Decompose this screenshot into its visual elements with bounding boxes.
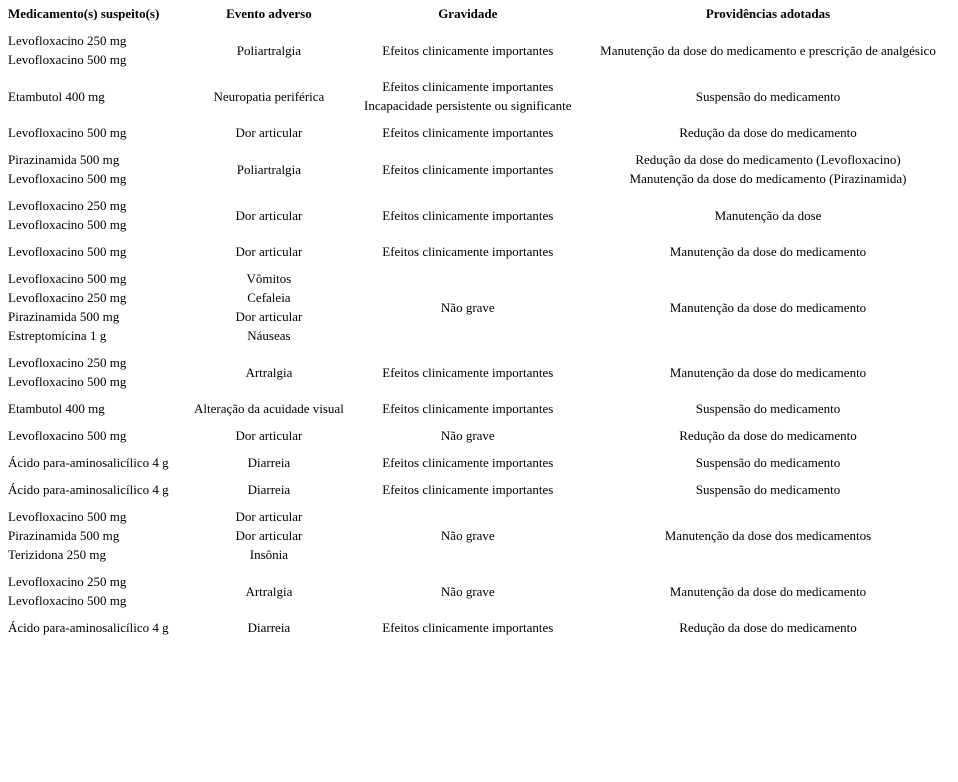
- table-row: [7, 239, 952, 264]
- table-row: [7, 396, 952, 421]
- header-actions-taken: Providências adotadas: [705, 6, 831, 21]
- severity-cell: [354, 74, 582, 118]
- actions-taken-cell: [584, 193, 952, 237]
- severity-line: Efeitos clinicamente importantes: [382, 620, 554, 635]
- event-line: Dor articular: [235, 428, 303, 443]
- severity-cell: [354, 569, 582, 613]
- adverse-event-cell: [186, 450, 351, 475]
- actions-taken-cell: [584, 504, 952, 567]
- severity-cell: [354, 239, 582, 264]
- suspect-drugs-cell: [7, 193, 184, 237]
- severity-cell: [354, 350, 582, 394]
- severity-cell: [354, 450, 582, 475]
- severity-cell: [354, 120, 582, 145]
- header-adverse-event: Evento adverso: [226, 6, 312, 21]
- header-suspect-drugs: Medicamento(s) suspeito(s): [8, 6, 160, 21]
- severity-line: Não grave: [440, 428, 495, 443]
- actions-taken-cell: [584, 266, 952, 348]
- header-row: [7, 2, 952, 26]
- adverse-event-cell: [186, 569, 351, 613]
- drug-line: Ácido para-aminosalicílico 4 g: [8, 620, 169, 635]
- event-line: Dor articular: [235, 207, 303, 223]
- adverse-event-cell: [186, 120, 351, 145]
- action-line: Redução da dose do medicamento: [679, 620, 857, 635]
- adverse-event-cell: [186, 266, 351, 348]
- drug-line: Terizidona 250 mg: [8, 547, 107, 562]
- action-line: Manutenção da dose do medicamento: [669, 364, 867, 380]
- adverse-event-cell: [186, 74, 351, 118]
- table-row: [7, 423, 952, 448]
- event-line: Cefaleia: [247, 290, 291, 305]
- event-line: Artralgia: [245, 583, 293, 599]
- adverse-event-cell: [186, 28, 351, 72]
- drug-line: Levofloxacino 500 mg: [8, 374, 127, 389]
- adverse-event-cell: [186, 615, 351, 640]
- suspect-drugs-cell: [7, 504, 184, 567]
- action-line: Manutenção da dose do medicamento (Pirazinamida): [629, 171, 907, 186]
- drug-line: Etambutol 400 mg: [8, 88, 105, 104]
- action-line: Manutenção da dose do medicamento: [669, 244, 867, 259]
- drug-line: Levofloxacino 250 mg: [8, 198, 127, 213]
- actions-taken-cell: [584, 450, 952, 475]
- severity-line: Efeitos clinicamente importantes: [382, 482, 554, 497]
- severity-line: Efeitos clinicamente importantes: [382, 42, 554, 58]
- suspect-drugs-cell: [7, 266, 184, 348]
- drug-line: Levofloxacino 500 mg: [8, 271, 127, 286]
- severity-line: Efeitos clinicamente importantes: [382, 125, 554, 140]
- event-line: Vômitos: [246, 271, 292, 286]
- actions-taken-cell: [584, 147, 952, 191]
- suspect-drugs-cell: [7, 74, 184, 118]
- severity-cell: [354, 28, 582, 72]
- table-row: [7, 193, 952, 237]
- table-row: [7, 477, 952, 502]
- actions-taken-cell: [584, 28, 952, 72]
- table-header: [7, 2, 952, 26]
- action-line: Redução da dose do medicamento (Levofloxacino): [635, 152, 901, 167]
- table-row: [7, 350, 952, 394]
- severity-cell: [354, 193, 582, 237]
- adverse-event-cell: [186, 350, 351, 394]
- event-line: Neuropatia periférica: [213, 88, 325, 104]
- severity-line: Não grave: [440, 528, 495, 543]
- severity-line: Efeitos clinicamente importantes: [382, 207, 554, 223]
- suspect-drugs-cell: [7, 239, 184, 264]
- drug-line: Levofloxacino 500 mg: [8, 593, 127, 608]
- event-line: Dor articular: [235, 244, 303, 259]
- header-severity: Gravidade: [438, 6, 498, 21]
- event-line: Diarreia: [247, 620, 291, 635]
- suspect-drugs-cell: [7, 569, 184, 613]
- action-line: Suspensão do medicamento: [695, 401, 841, 416]
- table-row: [7, 450, 952, 475]
- adverse-event-cell: [186, 423, 351, 448]
- actions-taken-cell: [584, 120, 952, 145]
- table-row: [7, 74, 952, 118]
- event-line: Diarreia: [247, 455, 291, 470]
- actions-taken-cell: [584, 350, 952, 394]
- table-body: [7, 28, 952, 640]
- severity-line: Efeitos clinicamente importantes: [382, 161, 554, 177]
- table-row: [7, 569, 952, 613]
- severity-cell: [354, 504, 582, 567]
- action-line: Redução da dose do medicamento: [679, 428, 857, 443]
- drug-line: Levofloxacino 500 mg: [8, 52, 127, 67]
- event-line: Dor articular: [235, 125, 303, 140]
- suspect-drugs-cell: [7, 396, 184, 421]
- event-line: Poliartralgia: [236, 161, 302, 177]
- table-row: [7, 615, 952, 640]
- adverse-event-cell: [186, 396, 351, 421]
- event-line: Dor articular: [235, 309, 303, 324]
- adverse-events-table: [5, 0, 954, 642]
- actions-taken-cell: [584, 74, 952, 118]
- drug-line: Pirazinamida 500 mg: [8, 309, 120, 324]
- event-line: Alteração da acuidade visual: [194, 401, 344, 416]
- suspect-drugs-cell: [7, 477, 184, 502]
- drug-line: Levofloxacino 500 mg: [8, 217, 127, 232]
- suspect-drugs-cell: [7, 28, 184, 72]
- drug-line: Ácido para-aminosalicílico 4 g: [8, 482, 169, 497]
- actions-taken-cell: [584, 239, 952, 264]
- event-line: Náuseas: [247, 328, 291, 343]
- suspect-drugs-cell: [7, 147, 184, 191]
- actions-taken-cell: [584, 423, 952, 448]
- drug-line: Ácido para-aminosalicílico 4 g: [8, 455, 169, 470]
- actions-taken-cell: [584, 477, 952, 502]
- action-line: Suspensão do medicamento: [695, 88, 841, 104]
- drug-line: Levofloxacino 250 mg: [8, 33, 127, 48]
- actions-taken-cell: [584, 396, 952, 421]
- severity-line: Efeitos clinicamente importantes: [382, 79, 554, 94]
- severity-line: Efeitos clinicamente importantes: [382, 401, 554, 416]
- drug-line: Levofloxacino 500 mg: [8, 125, 127, 140]
- suspect-drugs-cell: [7, 120, 184, 145]
- action-line: Manutenção da dose do medicamento e prescrição de analgésico: [600, 42, 936, 58]
- event-line: Dor articular: [235, 528, 303, 543]
- event-line: Poliartralgia: [236, 42, 302, 58]
- suspect-drugs-cell: [7, 450, 184, 475]
- adverse-event-cell: [186, 193, 351, 237]
- event-line: Artralgia: [245, 364, 293, 380]
- severity-cell: [354, 477, 582, 502]
- drug-line: Levofloxacino 500 mg: [8, 171, 127, 186]
- drug-line: Levofloxacino 250 mg: [8, 355, 127, 370]
- adverse-event-cell: [186, 504, 351, 567]
- table-row: [7, 147, 952, 191]
- severity-line: Efeitos clinicamente importantes: [382, 244, 554, 259]
- drug-line: Pirazinamida 500 mg: [8, 152, 120, 167]
- severity-cell: [354, 423, 582, 448]
- severity-line: Incapacidade persistente ou significante: [364, 98, 572, 113]
- severity-line: Efeitos clinicamente importantes: [382, 455, 554, 470]
- table-row: [7, 28, 952, 72]
- table-row: [7, 120, 952, 145]
- suspect-drugs-cell: [7, 423, 184, 448]
- adverse-event-cell: [186, 477, 351, 502]
- action-line: Manutenção da dose do medicamento: [669, 299, 867, 315]
- suspect-drugs-cell: [7, 350, 184, 394]
- action-line: Manutenção da dose: [714, 207, 822, 223]
- severity-line: Não grave: [440, 299, 495, 315]
- drug-line: Levofloxacino 500 mg: [8, 428, 127, 443]
- table-row: [7, 266, 952, 348]
- action-line: Manutenção da dose do medicamento: [669, 583, 867, 599]
- actions-taken-cell: [584, 569, 952, 613]
- drug-line: Levofloxacino 500 mg: [8, 509, 127, 524]
- table-row: [7, 504, 952, 567]
- event-line: Diarreia: [247, 482, 291, 497]
- drug-line: Levofloxacino 250 mg: [8, 290, 127, 305]
- drug-line: Pirazinamida 500 mg: [8, 528, 120, 543]
- adverse-event-cell: [186, 239, 351, 264]
- severity-cell: [354, 266, 582, 348]
- action-line: Manutenção da dose dos medicamentos: [664, 528, 872, 543]
- event-line: Insônia: [249, 547, 289, 562]
- drug-line: Estreptomicina 1 g: [8, 328, 107, 343]
- severity-cell: [354, 396, 582, 421]
- action-line: Suspensão do medicamento: [695, 455, 841, 470]
- event-line: Dor articular: [235, 509, 303, 524]
- adverse-event-cell: [186, 147, 351, 191]
- suspect-drugs-cell: [7, 615, 184, 640]
- action-line: Redução da dose do medicamento: [679, 125, 857, 140]
- drug-line: Levofloxacino 500 mg: [8, 244, 127, 259]
- severity-line: Efeitos clinicamente importantes: [382, 364, 554, 380]
- severity-cell: [354, 147, 582, 191]
- actions-taken-cell: [584, 615, 952, 640]
- severity-line: Não grave: [440, 583, 495, 599]
- drug-line: Levofloxacino 250 mg: [8, 574, 127, 589]
- action-line: Suspensão do medicamento: [695, 482, 841, 497]
- severity-cell: [354, 615, 582, 640]
- drug-line: Etambutol 400 mg: [8, 401, 105, 416]
